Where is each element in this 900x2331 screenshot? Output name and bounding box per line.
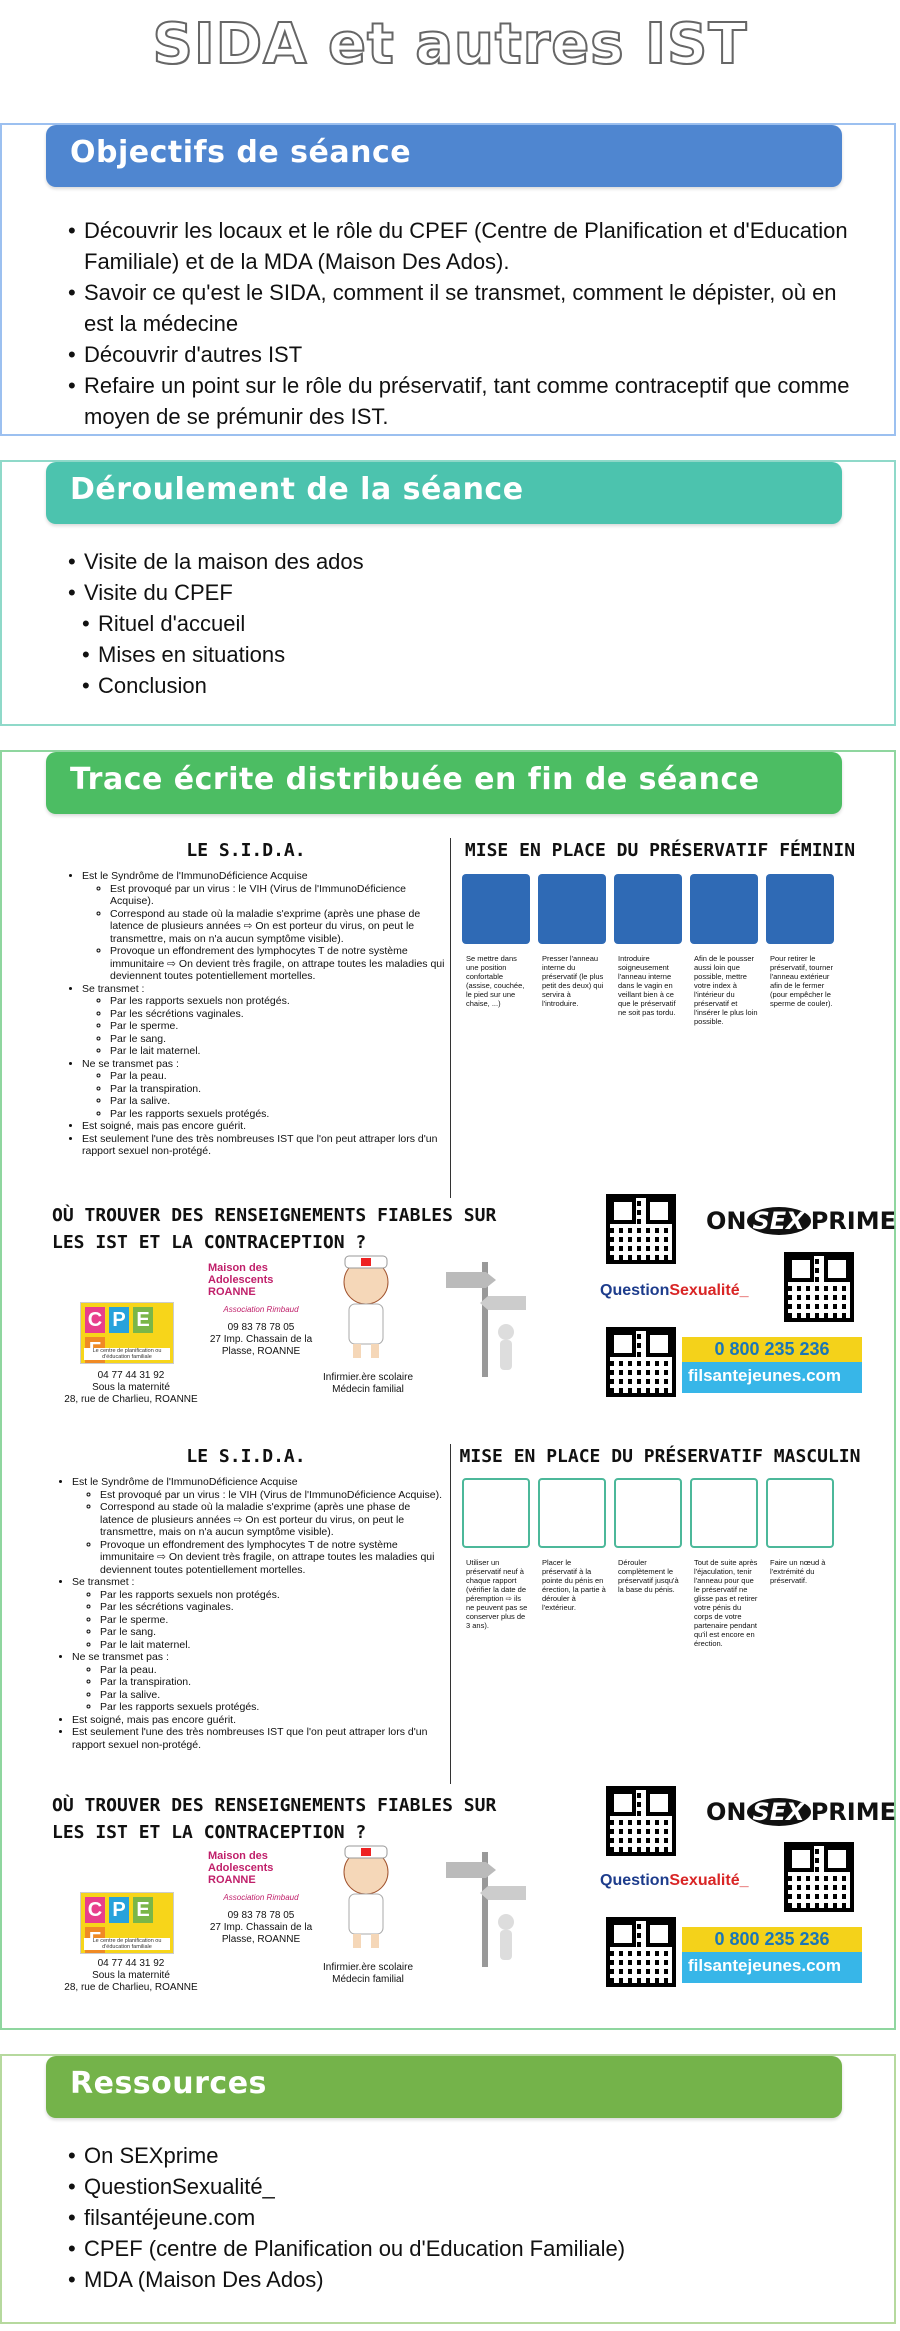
list-subitem: • Mises en situations: [82, 639, 858, 670]
onsexprime-logo: ON SEX PRIME: [706, 1207, 896, 1235]
qr-code-icon: [784, 1842, 854, 1912]
condom-illustration-icon: [538, 1478, 606, 1548]
filsantejeunes-box: 0 800 235 236 filsantejeunes.com: [682, 1337, 862, 1393]
step: Placer le préservatif à la pointe du pénis en érection, la partie à dérouler à l'extérieur.: [538, 1478, 606, 1648]
condom-illustration-icon: [614, 1478, 682, 1548]
mda-logo: Maison des Adolescents ROANNE: [208, 1262, 274, 1298]
onsexprime-logo: ON SEX PRIME: [706, 1798, 896, 1826]
list-item: ◦ Est provoqué par un virus : le VIH (Virus de l'ImmunoDéficience Acquise).: [100, 1489, 446, 1502]
list-item: ◦ Par les rapports sexuels non protégés.: [110, 995, 446, 1008]
ressources-heading: Ressources: [46, 2056, 842, 2118]
cpef-contact: 04 77 44 31 92 Sous la maternité 28, rue de Charlieu, ROANNE: [64, 1370, 198, 1405]
list-item: ◦ Par la salive.: [100, 1689, 446, 1702]
column-divider: [450, 838, 451, 1198]
sida-list: [66, 870, 446, 1158]
list-item: • On SEXprime: [68, 2140, 858, 2171]
list-item: ◦ Provoque un effondrement des lymphocytes T de notre système immunitaire ⇨ On devient très fragile, on attrape toutes les maladies qui deviennent toutes potentiellement mortelles.: [110, 945, 446, 983]
sida-title: LE S.I.D.A.: [186, 1446, 306, 1467]
qr-code-icon: [784, 1252, 854, 1322]
page-title: SIDA et autres IST: [152, 12, 748, 77]
sida-def: Est le Syndrôme de l'ImmunoDéficience Acquise: [82, 870, 308, 882]
mda-contact: 09 83 78 78 05 27 Imp. Chassain de la Plasse, ROANNE: [209, 1322, 313, 1357]
list-item: ◦ Par les rapports sexuels non protégés.: [100, 1589, 446, 1602]
step: Se mettre dans une position confortable (assise, couchée, le pied sur une chaise, ...): [462, 874, 530, 1026]
section-objectifs: [0, 123, 896, 436]
section-trace: [0, 750, 896, 2030]
list-item: • Refaire un point sur le rôle du préservatif, tant comme contraceptif que comme moyen de se prémunir des IST.: [68, 370, 858, 432]
nurse-icon: [331, 1842, 401, 1952]
filsantejeunes-box: 0 800 235 236 filsantejeunes.com: [682, 1927, 862, 1983]
list-item: ◦ Par le sperme.: [100, 1614, 446, 1627]
list-item: ◦ Est provoqué par un virus : le VIH (Virus de l'ImmunoDéficience Acquise).: [110, 883, 446, 908]
list-item: • Est seulement l'une des très nombreuses IST que l'on peut attraper lors d'un rapport sexuel non-protégé.: [82, 1133, 446, 1158]
condom-illustration-icon: [462, 874, 530, 944]
mda-assoc: Association Rimbaud: [223, 1305, 299, 1314]
masculin-title: MISE EN PLACE DU PRÉSERVATIF MASCULIN: [459, 1446, 861, 1467]
list-item: ◦ Par les sécrétions vaginales.: [110, 1008, 446, 1021]
qr-code-icon: [606, 1917, 676, 1987]
mda-contact: 09 83 78 78 05 27 Imp. Chassain de la Plasse, ROANNE: [209, 1910, 313, 1945]
list-item: • Découvrir les locaux et le rôle du CPEF (Centre de Planification et d'Education Familiale) et de la MDA (Maison Des Ados).: [68, 215, 858, 277]
condom-illustration-icon: [766, 874, 834, 944]
list-item: • filsantéjeune.com: [68, 2202, 858, 2233]
condom-illustration-icon: [690, 874, 758, 944]
handout-feminin: [46, 832, 896, 1422]
where-title: OÙ TROUVER DES RENSEIGNEMENTS FIABLES SUR LES IST ET LA CONTRACEPTION ?: [52, 1795, 497, 1843]
nurse-caption: Infirmier.ère scolaire Médecin familial: [322, 1962, 414, 1985]
signpost-icon: [436, 1842, 536, 1972]
list-item: • Est soigné, mais pas encore guérit.: [72, 1714, 446, 1727]
list-item: ◦ Par le sang.: [100, 1626, 446, 1639]
list-item: ◦ Par la peau.: [100, 1664, 446, 1677]
nurse-caption: Infirmier.ère scolaire Médecin familial: [322, 1372, 414, 1395]
handout-masculin: [46, 1442, 896, 2012]
list-item: ◦ Par la salive.: [110, 1095, 446, 1108]
sida-non-transmis: Ne se transmet pas :: [82, 1057, 179, 1070]
step: Introduire soigneusement l'anneau interne dans le vagin en veillant bien à ce que le préservatif ne soit pas tordu.: [614, 874, 682, 1026]
condom-illustration-icon: [462, 1478, 530, 1548]
where-title: OÙ TROUVER DES RENSEIGNEMENTS FIABLES SUR LES IST ET LA CONTRACEPTION ?: [52, 1205, 497, 1253]
feminin-title: MISE EN PLACE DU PRÉSERVATIF FÉMININ: [464, 840, 856, 861]
list-subitem: • Conclusion: [82, 670, 858, 701]
mda-assoc: Association Rimbaud: [223, 1893, 299, 1902]
cpef-contact: 04 77 44 31 92 Sous la maternité 28, rue de Charlieu, ROANNE: [64, 1958, 198, 1993]
step: Afin de le pousser aussi loin que possible, mettre votre index à l'intérieur du préservatif et l'insérer le plus loin possible.: [690, 874, 758, 1026]
qr-code-icon: [606, 1327, 676, 1397]
step: Utiliser un préservatif neuf à chaque rapport (vérifier la date de péremption ⇨ ils ne peuvent pas se conserver plus de 3 ans).: [462, 1478, 530, 1648]
signpost-icon: [436, 1252, 536, 1382]
list-item: • Visite de la maison des ados: [68, 546, 858, 577]
list-item: • Visite du CPEF: [68, 577, 858, 608]
list-item: ◦ Par le lait maternel.: [110, 1045, 446, 1058]
list-item: ◦ Par le lait maternel.: [100, 1639, 446, 1652]
list-item: • QuestionSexualité_: [68, 2171, 858, 2202]
section-deroulement: [0, 460, 896, 726]
sida-transmis: Se transmet :: [82, 982, 145, 995]
list-subitem: • Rituel d'accueil: [82, 608, 858, 639]
step: Dérouler complètement le préservatif jusqu'à la base du pénis.: [614, 1478, 682, 1648]
step: Pour retirer le préservatif, tourner l'anneau extérieur afin de le fermer (pour empêcher le sperme de couler).: [766, 874, 834, 1026]
list-item: ◦ Correspond au stade où la maladie s'exprime (après une phase de latence de plusieurs années ⇨ On est porteur du virus, on peut le transmettre, mais on n'a aucun symptôme visible).: [110, 908, 446, 946]
list-item: ◦ Par les sécrétions vaginales.: [100, 1601, 446, 1614]
list-item: ◦ Correspond au stade où la maladie s'exprime (après une phase de latence de plusieurs années ⇨ On est porteur du virus, on peut le transmettre, mais on n'a aucun symptôme visible).: [100, 1501, 446, 1539]
list-item: ◦ Par la peau.: [110, 1070, 446, 1083]
step: Presser l'anneau interne du préservatif (le plus petit des deux) qui servira à l'introduire.: [538, 874, 606, 1026]
list-item: ◦ Par la transpiration.: [100, 1676, 446, 1689]
list-item: ◦ Par le sperme.: [110, 1020, 446, 1033]
list-item: ◦ Par les rapports sexuels protégés.: [110, 1108, 446, 1121]
list-item: • Est seulement l'une des très nombreuses IST que l'on peut attraper lors d'un rapport sexuel non-protégé.: [72, 1726, 446, 1751]
list-item: • Est soigné, mais pas encore guérit.: [82, 1120, 446, 1133]
deroulement-heading: Déroulement de la séance: [46, 462, 842, 524]
list-item: • Découvrir d'autres IST: [68, 339, 858, 370]
condom-illustration-icon: [614, 874, 682, 944]
questionsexualite-logo: QuestionSexualité_: [600, 1872, 749, 1889]
sida-title: LE S.I.D.A.: [186, 840, 306, 861]
list-item: • Savoir ce qu'est le SIDA, comment il se transmet, comment le dépister, où en est la médecine: [68, 277, 858, 339]
masculin-steps: [462, 1478, 834, 1648]
cpef-logo: C P E Le centre de planification ou d'éducation familiale: [80, 1892, 174, 1954]
objectifs-list: [68, 215, 858, 432]
feminin-steps: [462, 874, 834, 1026]
deroulement-list: [68, 546, 858, 701]
mda-logo: Maison des Adolescents ROANNE: [208, 1850, 274, 1886]
list-item: ◦ Par le sang.: [110, 1033, 446, 1046]
questionsexualite-logo: QuestionSexualité_: [600, 1282, 749, 1299]
qr-code-icon: [606, 1786, 676, 1856]
trash-bin-icon: [766, 1478, 834, 1548]
ressources-list: [68, 2140, 858, 2295]
step: Tout de suite après l'éjaculation, tenir l'anneau pour que le préservatif ne glisse pas et retirer votre pénis du corps de votre partenaire pendant qu'il est encore en érection.: [690, 1478, 758, 1648]
condom-illustration-icon: [690, 1478, 758, 1548]
cpef-logo: C P E Le centre de planification ou d'éducation familiale: [80, 1302, 174, 1364]
column-divider: [450, 1444, 451, 1784]
list-item: • MDA (Maison Des Ados): [68, 2264, 858, 2295]
list-item: ◦ Par les rapports sexuels protégés.: [100, 1701, 446, 1714]
qr-code-icon: [606, 1194, 676, 1264]
objectifs-heading: Objectifs de séance: [46, 125, 842, 187]
list-item: ◦ Par la transpiration.: [110, 1083, 446, 1096]
condom-illustration-icon: [538, 874, 606, 944]
sida-list: • Est le Syndrôme de l'ImmunoDéficience Acquise ◦ Est provoqué par un virus : le VIH (Virus de l'ImmunoDéficience Acquise). ◦ Correspond au stade où la maladie s'exprime (après une phase de latence de plusieurs années ⇨ On est porteur du virus, on peut le transmettre, mais on n'a aucun symptôme visible). ◦ Provoque un effondrement des lymphocytes T de notre système immunitaire ⇨ On devient très fragile, on attrape toutes les maladies qui deviennent toutes potentiellement mortelles. • Se transmet : ◦ Par les rapports sexuels non protégés. ◦ Par les sécrétions vaginales. ◦ Par le sperme. ◦ Par le sang. ◦ Par le lait maternel. • Ne se transmet pas : ◦ Par la peau. ◦ Par la transpiration. ◦ Par la salive. ◦ Par les rapports sexuels protégés. • Est soigné, mais pas encore guérit. • Est seulement l'une des très nombreuses IST que l'on peut attraper lors d'un rapport sexuel non-protégé.: [56, 1476, 446, 1751]
list-item: • CPEF (centre de Planification ou d'Education Familiale): [68, 2233, 858, 2264]
step: Faire un nœud à l'extrémité du préservatif.: [766, 1478, 834, 1648]
list-item: ◦ Provoque un effondrement des lymphocytes T de notre système immunitaire ⇨ On devient très fragile, on attrape toutes les maladies qui deviennent toutes potentiellement mortelles.: [100, 1539, 446, 1577]
trace-heading: Trace écrite distribuée en fin de séance: [46, 752, 842, 814]
section-ressources: [0, 2054, 896, 2324]
nurse-icon: [331, 1252, 401, 1362]
